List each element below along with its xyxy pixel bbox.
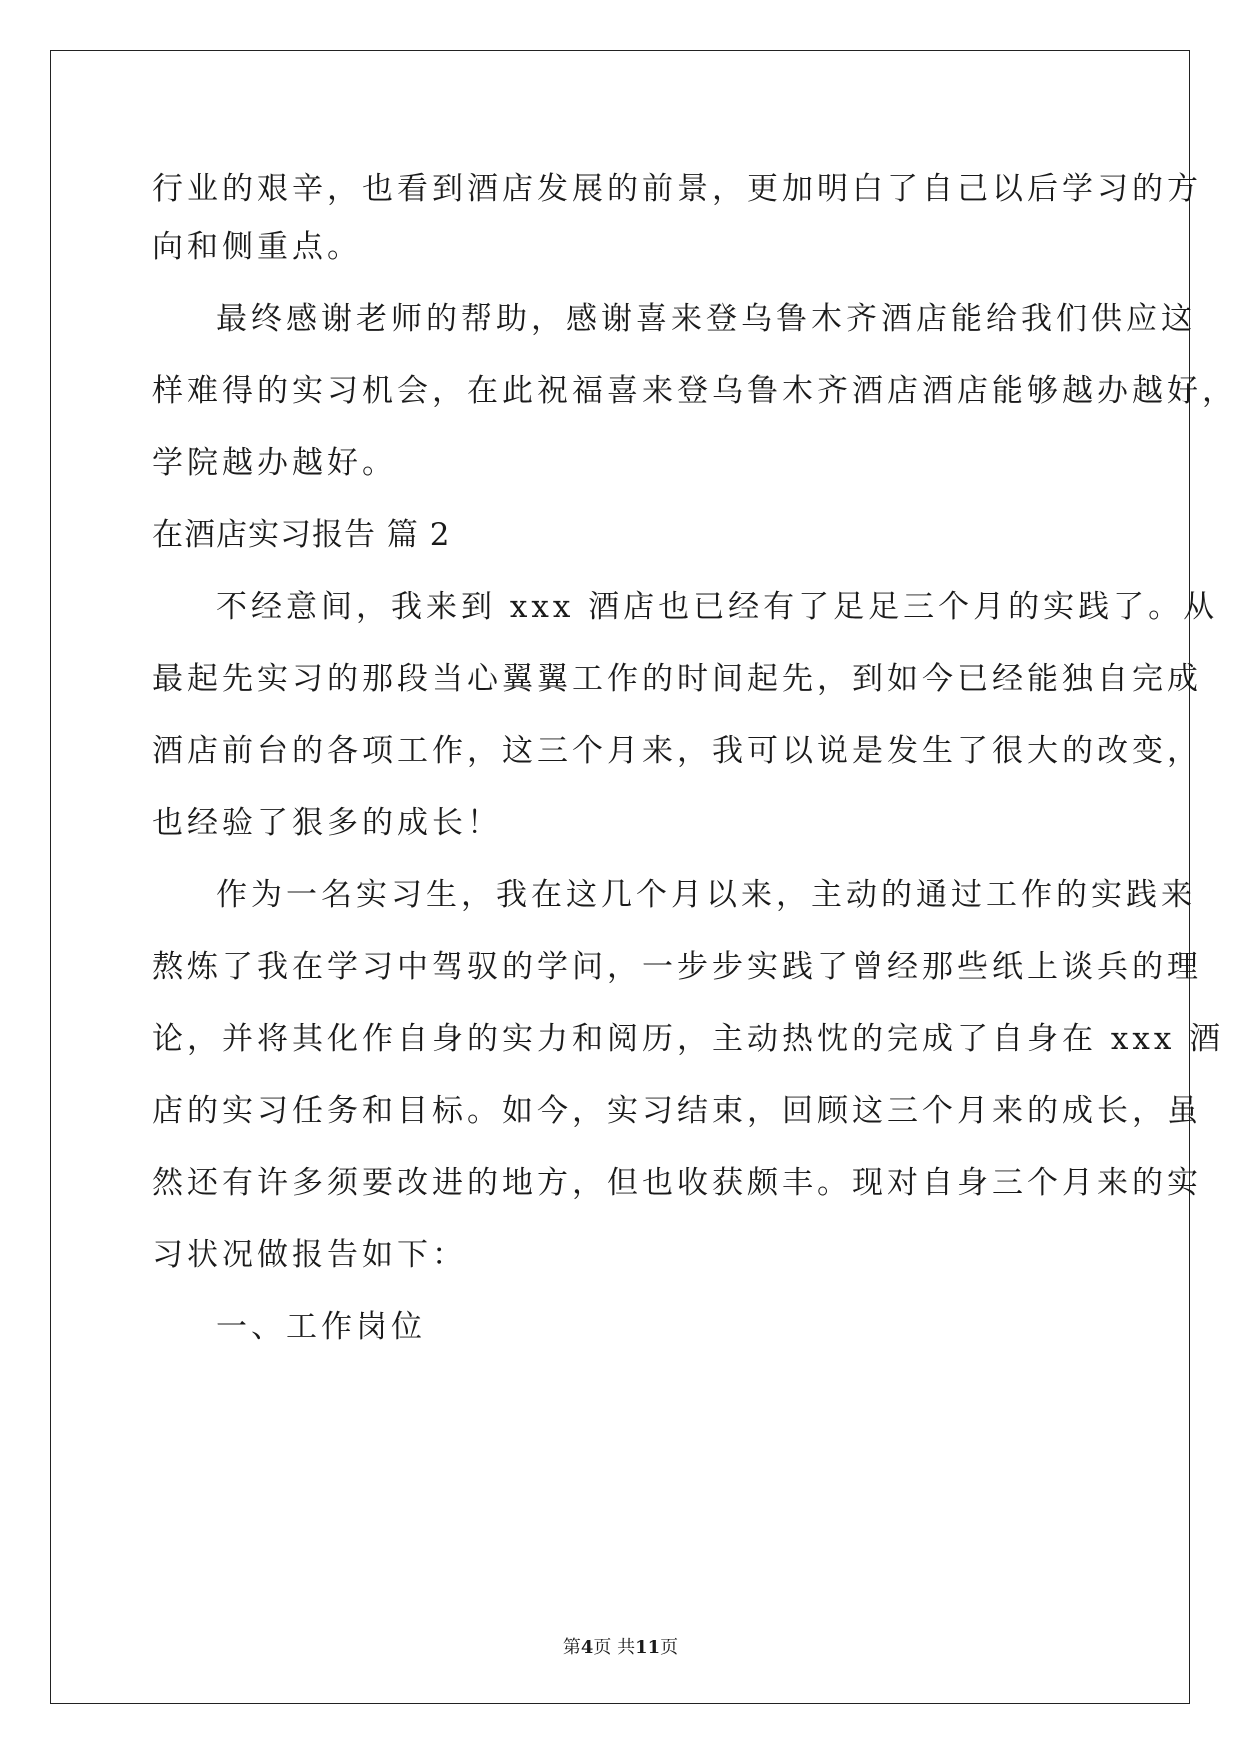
total-page-count: 11 — [635, 1637, 661, 1658]
text-line: 店的实习任务和目标。如今，实习结束，回顾这三个月来的成长，虽 — [152, 1093, 1202, 1129]
text-line: 论，并将其化作自身的实力和阅历，主动热忱的完成了自身在 xxx 酒 — [152, 1021, 1225, 1057]
text-line: 学院越办越好。 — [152, 445, 397, 481]
footer-prefix: 第 — [562, 1637, 581, 1658]
text-line: 熬炼了我在学习中驾驭的学问，一步步实践了曾经那些纸上谈兵的理 — [152, 949, 1202, 985]
footer-mid: 页 共 — [593, 1637, 636, 1658]
text-line: 最起先实习的那段当心翼翼工作的时间起先，到如今已经能独自完成 — [152, 661, 1202, 697]
footer-suffix: 页 — [660, 1637, 679, 1658]
text-line: 然还有许多须要改进的地方，但也收获颇丰。现对自身三个月来的实 — [152, 1165, 1202, 1201]
paragraph-start: 不经意间，我来到 xxx 酒店也已经有了足足三个月的实践了。从 — [216, 589, 1219, 625]
page-footer — [0, 1633, 1241, 1659]
subheading: 一、工作岗位 — [216, 1309, 426, 1345]
text-line: 样难得的实习机会，在此祝福喜来登乌鲁木齐酒店酒店能够越办越好， — [152, 373, 1237, 409]
text-line: 向和侧重点。 — [152, 229, 362, 265]
section-heading: 在酒店实习报告 篇 2 — [152, 517, 451, 553]
text-line: 也经验了狠多的成长！ — [152, 805, 502, 841]
paragraph-start: 最终感谢老师的帮助，感谢喜来登乌鲁木齐酒店能给我们供应这 — [216, 301, 1196, 337]
paragraph-start: 作为一名实习生，我在这几个月以来，主动的通过工作的实践来 — [216, 877, 1196, 913]
text-line: 习状况做报告如下： — [152, 1237, 467, 1273]
text-line: 酒店前台的各项工作，这三个月来，我可以说是发生了很大的改变， — [152, 733, 1202, 769]
current-page-number: 4 — [580, 1637, 594, 1658]
text-line: 行业的艰辛，也看到酒店发展的前景，更加明白了自己以后学习的方 — [152, 171, 1202, 207]
